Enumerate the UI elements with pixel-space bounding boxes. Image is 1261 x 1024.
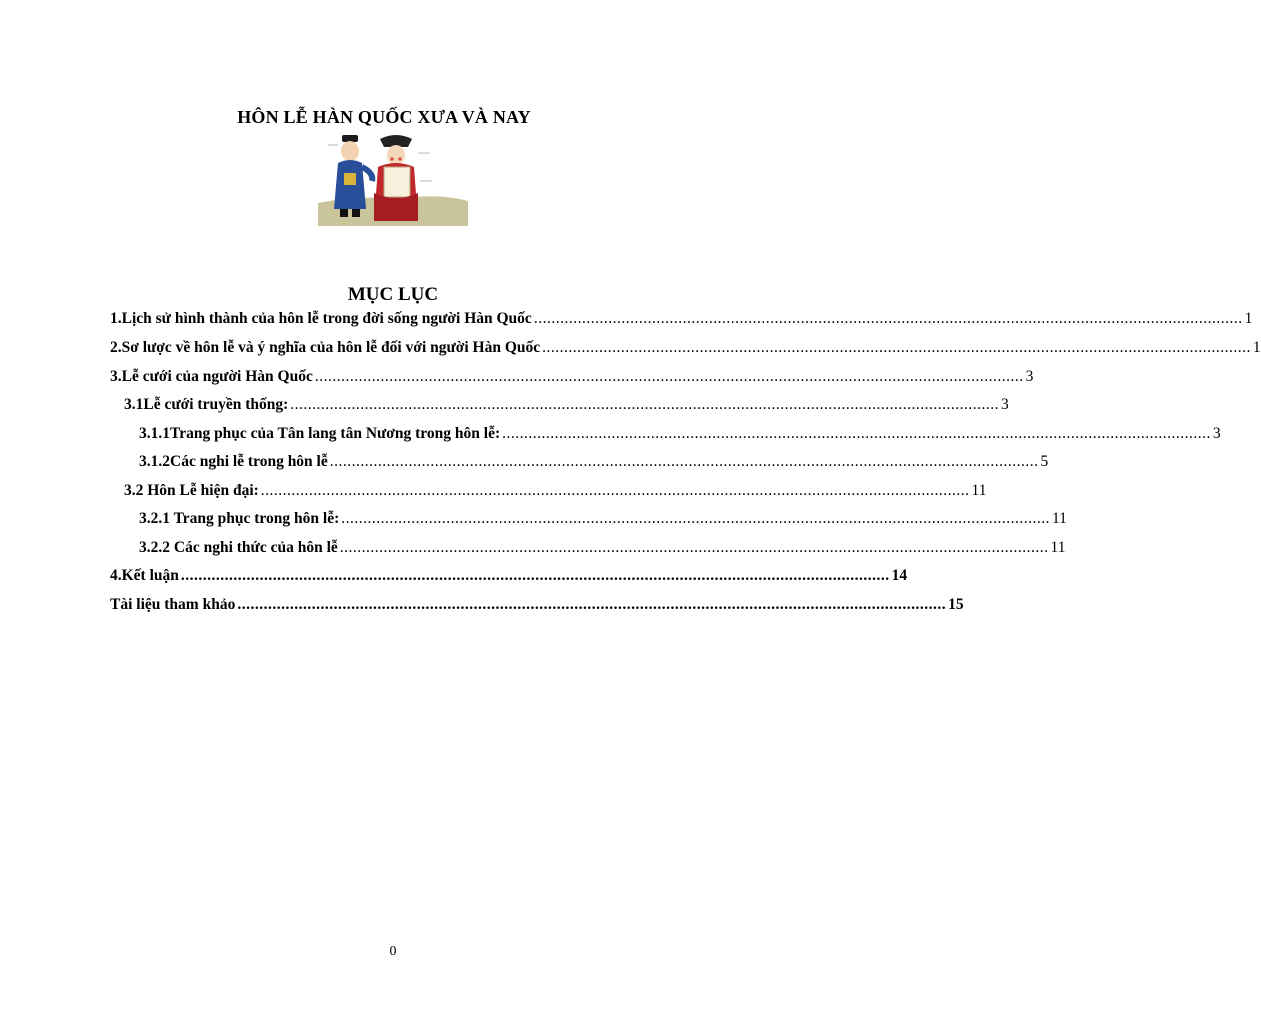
toc-dot-leader: .................................................................................................................................................................. bbox=[180, 567, 890, 584]
toc-entry-4[interactable] bbox=[110, 567, 908, 587]
toc-dot-leader: .................................................................................................................................................................. bbox=[339, 539, 1049, 556]
toc-entry-page: 1 bbox=[1252, 339, 1261, 356]
toc-entry-3-2-1[interactable] bbox=[139, 510, 1067, 530]
page-number: 0 bbox=[389, 944, 397, 959]
toc-entry-label: Tài liệu tham khảo bbox=[110, 596, 236, 613]
toc-entry-number: 2. bbox=[110, 339, 122, 356]
toc-heading: MỤC LỤC bbox=[347, 284, 439, 305]
toc-entry-label: Sơ lược về hôn lễ và ý nghĩa của hôn lễ đối với người Hàn Quốc bbox=[121, 339, 541, 356]
toc-dot-leader: .................................................................................................................................................................. bbox=[329, 453, 1039, 470]
toc-entry-label: Lễ cưới của người Hàn Quốc bbox=[121, 368, 313, 385]
toc-entry-label: Các nghi lễ trong hôn lễ bbox=[170, 453, 328, 470]
toc-entry-page: 11 bbox=[971, 482, 987, 499]
toc-entry-3-2-2[interactable] bbox=[139, 539, 1066, 559]
toc-entry-label: Lễ cưới truyền thống: bbox=[143, 396, 289, 413]
toc-entry-2[interactable] bbox=[110, 339, 1261, 359]
toc-dot-leader: .................................................................................................................................................................. bbox=[341, 510, 1050, 527]
toc-entry-3-1-2[interactable] bbox=[139, 453, 1049, 473]
toc-dot-leader: .................................................................................................................................................................. bbox=[290, 396, 1000, 413]
toc-entry-label: Trang phục của Tân lang tân Nương trong hôn lễ: bbox=[170, 425, 501, 442]
toc-entry-page: 3 bbox=[1025, 368, 1034, 385]
toc-entry-label: 3.2 Hôn Lễ hiện đại: bbox=[124, 482, 259, 499]
toc-entry-page: 15 bbox=[948, 596, 964, 613]
toc-entry-number: 3. bbox=[110, 368, 122, 385]
toc-entry-label: 3.2.2 Các nghi thức của hôn lễ bbox=[139, 539, 338, 556]
toc-entry-3-1-1[interactable] bbox=[139, 425, 1221, 445]
toc-entry-3-2[interactable] bbox=[124, 482, 987, 502]
document-title: HÔN LỄ HÀN QUỐC XƯA VÀ NAY bbox=[237, 107, 531, 127]
toc-entry-page: 5 bbox=[1040, 453, 1049, 470]
toc-entry-number: 4. bbox=[110, 567, 122, 584]
toc-entry-3[interactable] bbox=[110, 368, 1034, 388]
toc-entry-3-1[interactable] bbox=[124, 396, 1009, 416]
toc-entry-1[interactable] bbox=[110, 310, 1253, 330]
toc-entry-page: 11 bbox=[1052, 510, 1067, 527]
toc-entry-number: 3.1 bbox=[124, 396, 144, 413]
toc-entry-label: 3.2.1 Trang phục trong hôn lễ: bbox=[139, 510, 340, 527]
toc-dot-leader: .................................................................................................................................................................. bbox=[237, 596, 947, 613]
toc-entry-references[interactable] bbox=[110, 596, 964, 616]
toc-entry-label: Lịch sử hình thành của hôn lễ trong đời sống người Hàn Quốc bbox=[121, 310, 532, 327]
toc-entry-number: 1. bbox=[110, 310, 122, 327]
toc-dot-leader: .................................................................................................................................................................. bbox=[542, 339, 1251, 356]
toc-entry-number: 3.1.1 bbox=[139, 425, 170, 442]
toc-dot-leader: .................................................................................................................................................................. bbox=[533, 310, 1243, 327]
toc-dot-leader: .................................................................................................................................................................. bbox=[314, 368, 1024, 385]
toc-dot-leader: .................................................................................................................................................................. bbox=[260, 482, 970, 499]
wedding-couple-illustration bbox=[318, 133, 468, 226]
toc-entry-label: Kết luận bbox=[121, 567, 179, 584]
toc-dot-leader: .................................................................................................................................................................. bbox=[502, 425, 1211, 442]
toc-entry-page: 14 bbox=[891, 567, 908, 584]
toc-entry-page: 3 bbox=[1212, 425, 1221, 442]
toc-entry-page: 3 bbox=[1001, 396, 1009, 413]
toc-entry-number: 3.1.2 bbox=[139, 453, 170, 470]
toc-entry-page: 1 bbox=[1244, 310, 1253, 327]
toc-entry-page: 11 bbox=[1050, 539, 1066, 556]
